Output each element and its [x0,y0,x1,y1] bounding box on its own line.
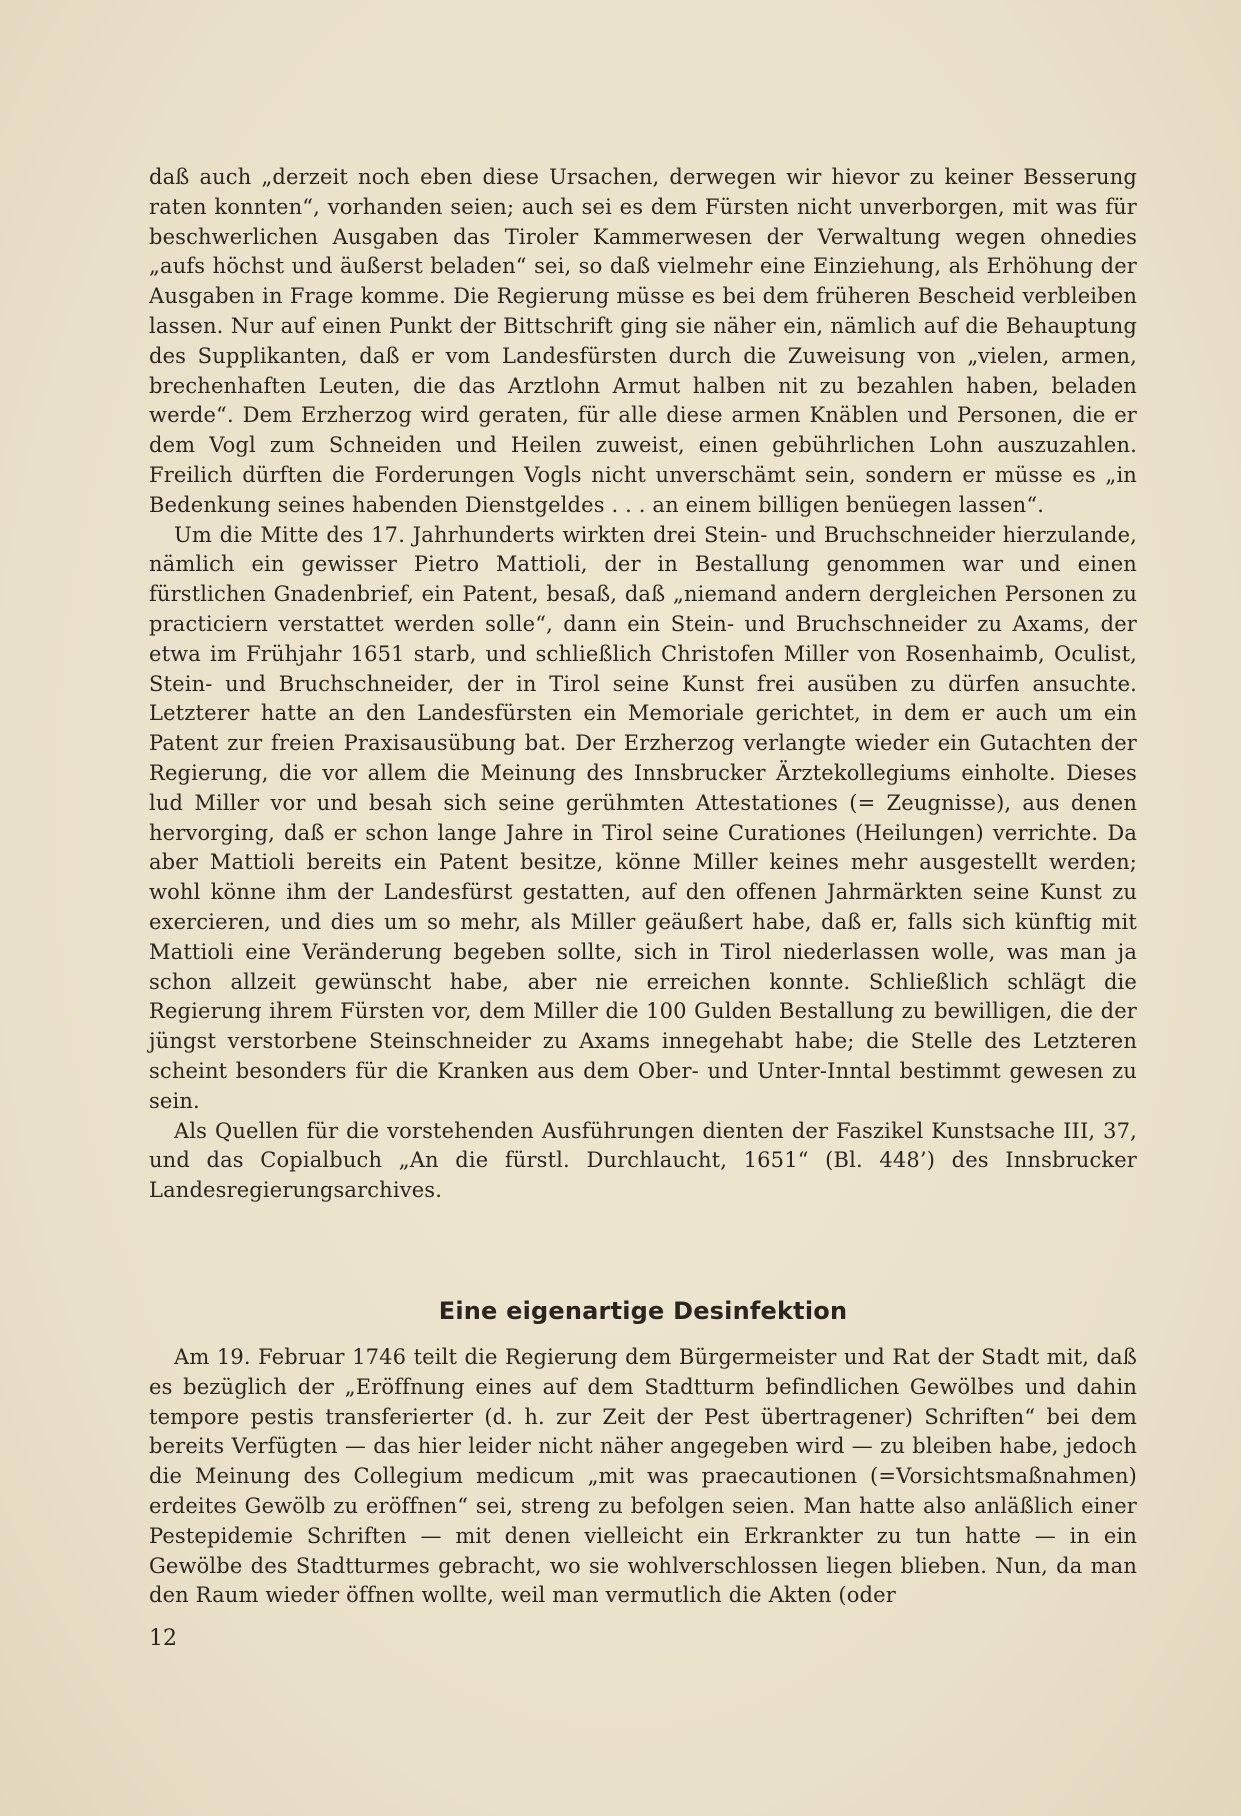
section-paragraph-1: Am 19. Februar 1746 teilt die Regierung dem Bürgermeister und Rat der Stadt mit, daß es bezüglich der „Eröffnung eines auf dem Stadtturm befindlichen Gewölbes und dahin tempore pestis transferierter (d. h. zur Zeit der Pest übertragener) Schriften“ bei dem bereits Verfügten — das hier leider nicht näher angegeben wird — zu bleiben habe, jedoch die Meinung des Collegium medicum „mit was praecautionen (=Vorsichtsmaßnahmen) erdeites Gewölb zu eröffnen“ sei, streng zu befolgen seien. Man hatte also anläßlich einer Pestepidemie Schriften — mit denen vielleicht ein Erkrankter zu tun hatte — in ein Gewölbe des Stadtturmes gebracht, wo sie wohlverschlossen liegen blieben. Nun, da man den Raum wieder öffnen wollte, weil man vermutlich die Akten (oder [149,1345,1137,1608]
paragraph-2: Um die Mitte des 17. Jahrhunderts wirkten drei Stein- und Bruchschneider hierzulande, nämlich ein gewisser Pietro Mattioli, der in Bestallung genommen war und einen fürstlichen Gnadenbrief, ein Patent, besaß, daß „niemand andern dergleichen Personen zu practiciern verstattet werden solle“, dann ein Stein- und Bruchschneider zu Axams, der etwa im Frühjahr 1651 starb, und schließlich Christofen Miller von Rosenhaimb, Oculist, Stein- und Bruchschneider, der in Tirol seine Kunst frei ausüben zu dürfen ansuchte. Letzterer hatte an den Landesfürsten ein Memoriale gerichtet, in dem er auch um ein Patent zur freien Praxisausübung bat. Der Erzherzog verlangte wieder ein Gutachten der Regierung, die vor allem die Meinung des Innsbrucker Ärztekollegiums einholte. Dieses lud Miller vor und besah sich seine gerühmten Attestationes (= Zeugnisse), aus denen hervorging, daß er schon lange Jahre in Tirol seine Curationes (Heilungen) verrichte. Da aber Mattioli bereits ein Patent besitze, könne Miller keines mehr ausgestellt werden; wohl könne ihm der Landesfürst gestatten, auf den offenen Jahrmärkten seine Kunst zu exercieren, und dies um so mehr, als Miller geäußert habe, daß er, falls sich künftig mit Mattioli eine Veränderung begeben sollte, sich in Tirol niederlassen wolle, was man ja schon allzeit gewünscht habe, aber nie erreichen konnte. Schließlich schlägt die Regierung ihrem Fürsten vor, dem Miller die 100 Gulden Bestallung zu bewilligen, die der jüngst verstorbene Steinschneider zu Axams innegehabt habe; die Stelle des Letzteren scheint besonders für die Kranken aus dem Ober- und Unter-Inntal bestimmt gewesen zu sein. [149,522,1137,1113]
paragraph-3: Als Quellen für die vorstehenden Ausführungen dienten der Faszikel Kunstsache III, 37, und das Copialbuch „An die fürstl. Durchlaucht, 1651“ (Bl. 448’) des Innsbrucker Landesregierungsarchives. [149,1118,1137,1203]
paragraph-1: daß auch „derzeit noch eben diese Ursachen, derwegen wir hievor zu keiner Besserung raten konnten“, vorhanden seien; auch sei es dem Fürsten nicht unverborgen, mit was für beschwerlichen Ausgaben das Tiroler Kammerwesen der Verwaltung wegen ohnedies „aufs höchst und äußerst beladen“ sei, so daß vielmehr eine Einziehung, als Erhöhung der Ausgaben in Frage komme. Die Regierung müsse es bei dem früheren Bescheid verbleiben lassen. Nur auf einen Punkt der Bittschrift ging sie näher ein, nämlich auf die Behauptung des Supplikanten, daß er vom Landesfürsten durch die Zuweisung von „vielen, armen, brechenhaften Leuten, die das Arztlohn Armut halben nit zu bezahlen haben, beladen werde“. Dem Erzherzog wird geraten, für alle diese armen Knäblen und Personen, die er dem Vogl zum Schneiden und Heilen zuweist, einen gebührlichen Lohn auszuzahlen. Freilich dürften die Forderungen Vogls nicht unverschämt sein, sondern er müsse es „in Bedenkung seines habenden Dienstgeldes . . . an einem billigen benüegen lassen“. [149,165,1137,517]
section-heading: Eine eigenartige Desinfektion [438,1297,848,1325]
section-body-text [149,1343,1137,1611]
body-text [149,163,1137,1206]
page-number: 12 [149,1626,177,1651]
